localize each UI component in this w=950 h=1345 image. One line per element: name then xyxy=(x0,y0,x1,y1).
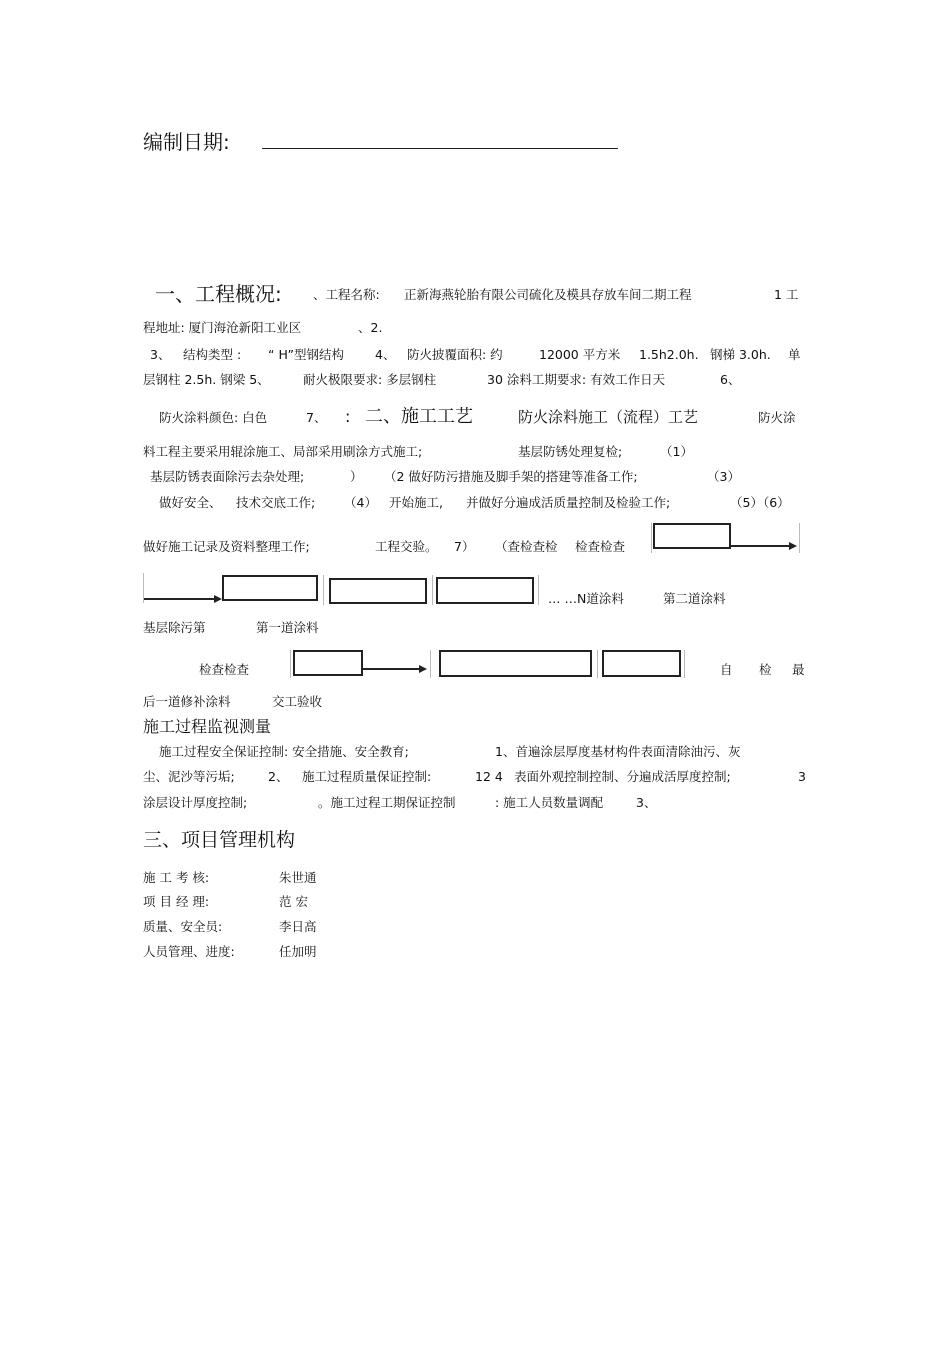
flow4-a: 后一道修补涂料 xyxy=(143,694,231,709)
s1-l1-c: 1 工 xyxy=(774,287,799,302)
s2-p3-a: 做好安全、 xyxy=(159,495,222,510)
flow-divider xyxy=(430,650,431,678)
s1-l3-a: 3、 xyxy=(150,347,171,362)
org-name: 范 宏 xyxy=(279,894,308,909)
date-underline xyxy=(262,148,618,149)
org-role: 质量、安全员: xyxy=(143,919,223,934)
flow-arrow-head-2 xyxy=(214,595,222,603)
flow-arrow-head-3 xyxy=(419,665,427,673)
flow-divider xyxy=(651,523,652,553)
s1-l3-b: 结构类型 : xyxy=(183,347,242,362)
s2-p2-c: （2 做好防污措施及脚手架的搭建等准备工作; xyxy=(384,469,638,484)
flow-divider xyxy=(538,575,539,605)
m3-c: : 施工人员数量调配 xyxy=(495,795,604,810)
s1-l3-g: 1.5h2.0h. xyxy=(639,347,699,362)
monitor-title: 施工过程监视测量 xyxy=(143,717,272,736)
s1-l1-b: 正新海燕轮胎有限公司硫化及模具存放车间二期工程 xyxy=(404,287,692,302)
m2-f: 3 xyxy=(798,769,806,784)
m3-d: 3、 xyxy=(636,795,657,810)
flow3-d: 最 xyxy=(792,662,805,677)
s2-p4-c: 7） xyxy=(454,539,475,554)
s2-p1-a: 料工程主要采用辊涂施工、局部采用刷涂方式施工; xyxy=(143,444,423,459)
flow2-b: 第一道涂料 xyxy=(256,620,319,635)
org-name: 李日高 xyxy=(279,919,317,934)
org-role: 项 目 经 理: xyxy=(143,894,210,909)
s2-p2-b: ） xyxy=(350,469,363,484)
m3-a: 涂层设计厚度控制; xyxy=(143,795,248,810)
s1-l2-a: 程地址: 厦门海沧新阳工业区 xyxy=(143,320,302,335)
s1-l3-c: “ H”型钢结构 xyxy=(268,347,344,362)
s1-l5-b: 7、 xyxy=(306,410,327,425)
s2-p3-c: （4） xyxy=(344,495,377,510)
section2-title: 二、施工工艺 xyxy=(365,406,473,427)
flow-box-6 xyxy=(439,650,592,677)
org-role: 人员管理、进度: xyxy=(143,944,235,959)
s2-p1-b: 基层防锈处理复检; xyxy=(518,444,623,459)
s2-p3-e: 并做好分遍成活质量控制及检验工作; xyxy=(466,495,671,510)
s1-l1-a: 、工程名称: xyxy=(313,287,380,302)
flow-box-7 xyxy=(602,650,681,677)
s1-l4-d: 6、 xyxy=(720,372,741,387)
s2-p2-a: 基层防锈表面除污去杂处理; xyxy=(150,469,305,484)
flow3-b: 自 xyxy=(720,662,733,677)
flow3-a: 检查检查 xyxy=(199,662,250,677)
m3-b: 。施工过程工期保证控制 xyxy=(318,795,456,810)
m2-e: 表面外观控制控制、分遍成活厚度控制; xyxy=(514,769,731,784)
flow-arrow-head-1 xyxy=(789,542,797,550)
section1-title: 一、工程概况: xyxy=(155,282,282,306)
s1-l5-c: : xyxy=(345,407,351,426)
org-name: 朱世通 xyxy=(279,870,317,885)
s1-l5-f: 防火涂 xyxy=(758,410,796,425)
flow4-b: 交工验收 xyxy=(272,694,323,709)
section3-title: 三、项目管理机构 xyxy=(143,829,296,851)
s1-l3-i: 单 xyxy=(788,347,801,362)
s2-p4-a: 做好施工记录及资料整理工作; xyxy=(143,539,310,554)
flow-divider xyxy=(290,650,291,678)
s1-l4-c: 30 涂料工期要求: 有效工作日天 xyxy=(487,372,666,387)
flow-divider xyxy=(799,523,800,553)
s2-p3-d: 开始施工, xyxy=(389,495,443,510)
flow-arrow-line-2 xyxy=(144,598,214,600)
flow-arrow-line-1 xyxy=(731,545,789,547)
flow-box-4 xyxy=(436,577,534,604)
s1-l5-e: 防火涂料施工（流程）工艺 xyxy=(518,408,699,426)
s1-l3-f: 12000 平方米 xyxy=(539,347,621,362)
s1-l4-a: 层钢柱 2.5h. 钢梁 5、 xyxy=(143,372,270,387)
flow-box-3 xyxy=(329,578,427,604)
s2-p3-f: （5）（6） xyxy=(730,495,790,510)
s1-l2-b: 、2. xyxy=(358,320,383,335)
flow1-a: … …N道涂料 xyxy=(548,591,624,606)
m2-b: 2、 xyxy=(268,769,289,784)
date-label: 编制日期: xyxy=(143,130,230,154)
flow-arrow-line-3 xyxy=(363,668,419,670)
s2-p4-e: 检查检查 xyxy=(575,539,626,554)
org-role: 施 工 考 核: xyxy=(143,870,210,885)
s2-p1-c: （1） xyxy=(660,444,693,459)
flow-divider xyxy=(684,650,685,678)
org-name: 任加明 xyxy=(279,944,317,959)
m1-a: 施工过程安全保证控制: 安全措施、安全教育; xyxy=(159,744,409,759)
flow-box-1 xyxy=(653,523,731,549)
flow-divider xyxy=(432,575,433,605)
m1-b: 1、首遍涂层厚度基材构件表面清除油污、灰 xyxy=(495,744,741,759)
flow2-a: 基层除污第 xyxy=(143,620,206,635)
s2-p4-d: （查检查检 xyxy=(495,539,558,554)
m2-d: 12 4 xyxy=(475,769,503,784)
flow-box-5 xyxy=(293,650,363,676)
s1-l3-d: 4、 xyxy=(375,347,396,362)
s1-l3-h: 钢梯 3.0h. xyxy=(710,347,771,362)
flow-divider xyxy=(597,650,598,678)
flow3-c: 检 xyxy=(759,662,772,677)
s1-l4-b: 耐火极限要求: 多层钢柱 xyxy=(303,372,437,387)
s2-p4-b: 工程交验。 xyxy=(375,539,438,554)
m2-c: 施工过程质量保证控制: xyxy=(302,769,432,784)
m2-a: 尘、泥沙等污垢; xyxy=(143,769,235,784)
s1-l3-e: 防火披覆面积: 约 xyxy=(407,347,503,362)
flow1-b: 第二道涂料 xyxy=(663,591,726,606)
flow-box-2 xyxy=(222,575,318,601)
s2-p2-d: （3） xyxy=(707,469,740,484)
s2-p3-b: 技术交底工作; xyxy=(236,495,316,510)
s1-l5-a: 防火涂料颜色: 白色 xyxy=(159,410,268,425)
flow-divider xyxy=(323,575,324,605)
